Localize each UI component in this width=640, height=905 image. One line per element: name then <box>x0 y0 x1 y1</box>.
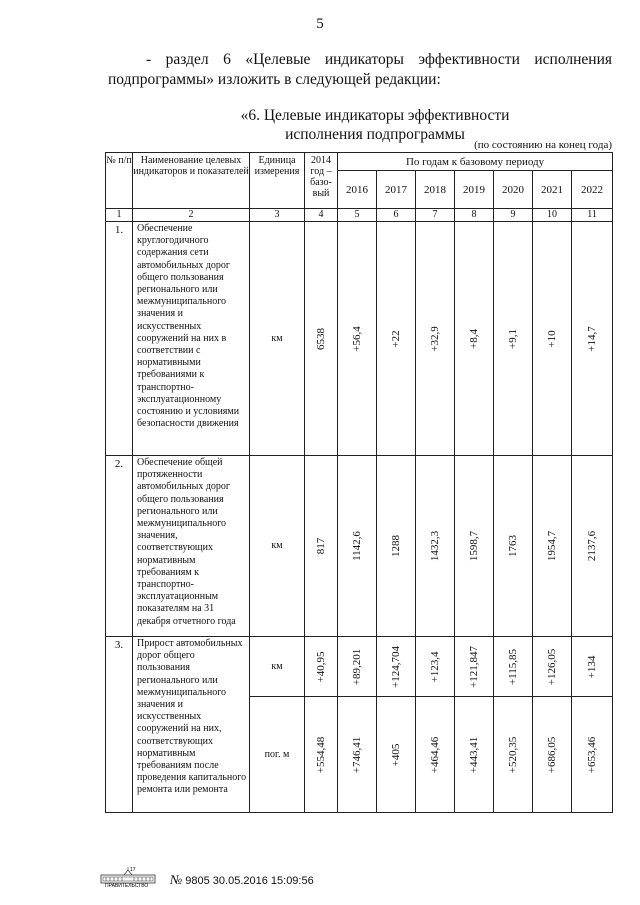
header-year: 2020 <box>494 171 533 209</box>
year-value: +464,46 <box>429 736 441 773</box>
unit-cell: пог. м <box>250 697 305 813</box>
row-number: 3. <box>106 637 133 813</box>
section-title-line2: исполнения подпрограммы <box>285 126 465 143</box>
stamp-label: ПРАВИТЕЛЬСТВО <box>105 883 149 888</box>
number-sign: № <box>170 872 183 887</box>
year-value-cell <box>377 456 416 637</box>
header-year: 2019 <box>455 171 494 209</box>
year-value-cell <box>533 222 572 456</box>
base-value-cell <box>305 222 338 456</box>
year-value-cell <box>455 637 494 697</box>
unit-cell: км <box>250 222 305 456</box>
year-value: 1598,7 <box>468 530 480 562</box>
page-number: 5 <box>316 16 324 32</box>
intro-text: - раздел 6 «Целевые индикаторы эффективности исполнения подпрограммы» изложить в следующей редакции: <box>108 51 612 88</box>
year-value: +443,41 <box>468 736 480 773</box>
year-value-cell <box>572 456 613 637</box>
header-year: 2016 <box>338 171 377 209</box>
stamp-number: 17 <box>130 867 136 873</box>
year-value: +22 <box>390 329 402 348</box>
unit-cell: км <box>250 456 305 637</box>
indicator-name: Прирост автомобильных дорог общего пользования регионального или межмуниципального значения и искусственных сооружений на них, соответствующих нормативным требованиям после проведения капитального ремонта или ремонта <box>133 637 250 813</box>
column-number: 6 <box>377 209 416 222</box>
column-number: 9 <box>494 209 533 222</box>
year-value: +686,05 <box>546 736 558 773</box>
header-row-1 <box>106 153 613 171</box>
year-value-cell <box>416 637 455 697</box>
column-number: 2 <box>133 209 250 222</box>
section-title-line1: «6. Целевые индикаторы эффективности <box>240 107 510 124</box>
year-value: +123,4 <box>429 651 441 682</box>
header-unit: Единица измерения <box>250 153 305 209</box>
header-name: Наименование целевых индикаторов и показателей <box>133 153 250 209</box>
indicator-name: Обеспечение общей протяженности автомобильных дорог общего пользования регионального или межмуниципального значения, соответствующих нормативным требованиям к транспортно-эксплуатационным показателям на 31 декабря отчетного года <box>133 456 250 637</box>
year-value: +89,201 <box>351 648 363 685</box>
government-stamp-icon <box>100 866 156 888</box>
year-value: +8,4 <box>468 328 480 349</box>
year-value-cell <box>533 456 572 637</box>
year-value: +520,35 <box>507 736 519 773</box>
year-value-cell <box>533 697 572 813</box>
header-period: По годам к базовому периоду <box>338 153 613 171</box>
year-value: 1763 <box>507 535 519 557</box>
year-value: +32,9 <box>429 325 441 352</box>
column-number: 3 <box>250 209 305 222</box>
column-number: 10 <box>533 209 572 222</box>
year-value: +746,41 <box>351 736 363 773</box>
year-value: +10 <box>546 329 558 348</box>
year-value: +134 <box>586 655 599 678</box>
header-base: 2014 год – базо-вый <box>305 153 338 209</box>
intro-paragraph <box>108 50 612 90</box>
year-value-cell <box>572 697 613 813</box>
year-value: +9,1 <box>507 328 519 349</box>
column-number: 8 <box>455 209 494 222</box>
year-value: 1432,3 <box>429 530 441 562</box>
year-value-cell <box>377 637 416 697</box>
header-year: 2021 <box>533 171 572 209</box>
registration-text: 9805 30.05.2016 15:09:56 <box>185 875 314 887</box>
year-value: 1288 <box>390 535 402 557</box>
year-value: +124,704 <box>390 645 402 688</box>
year-value: 1954,7 <box>546 530 558 562</box>
year-value-cell <box>572 637 613 697</box>
base-value-cell <box>305 697 338 813</box>
year-value-cell <box>338 637 377 697</box>
year-value-cell <box>494 697 533 813</box>
table-row <box>106 456 613 637</box>
row-number: 2. <box>106 456 133 637</box>
year-value-cell <box>494 456 533 637</box>
year-value-cell <box>455 456 494 637</box>
year-value-cell <box>494 637 533 697</box>
table-row <box>106 222 613 456</box>
base-value: 817 <box>315 537 327 555</box>
year-value-cell <box>416 222 455 456</box>
base-value: +554,48 <box>315 736 327 773</box>
header-year: 2017 <box>377 171 416 209</box>
year-value: +653,46 <box>586 736 599 773</box>
table-row <box>106 637 613 697</box>
state-note: (по состоянию на конец года) <box>474 139 612 151</box>
header-year: 2022 <box>572 171 613 209</box>
base-value-cell <box>305 637 338 697</box>
year-value-cell <box>455 697 494 813</box>
base-value: 6538 <box>315 327 327 350</box>
year-value-cell <box>338 222 377 456</box>
year-value-cell <box>494 222 533 456</box>
year-value-cell <box>377 222 416 456</box>
year-value: 2137,6 <box>586 530 599 562</box>
column-number: 1 <box>106 209 133 222</box>
year-value: +56,4 <box>351 325 363 352</box>
column-number: 11 <box>572 209 613 222</box>
year-value-cell <box>338 697 377 813</box>
column-number-row <box>106 209 613 222</box>
year-value-cell <box>533 637 572 697</box>
indicator-name: Обеспечение круглогодичного содержания сети автомобильных дорог общего пользования регионального или межмуниципального значения и искусственных сооружений на них в соответствии с нормативными требованиями к транспортно-эксплуатационному состоянию и условиями безопасности движения <box>133 222 250 456</box>
year-value-cell <box>338 456 377 637</box>
year-value: +115,85 <box>507 648 519 685</box>
unit-cell: км <box>250 637 305 697</box>
header-year: 2018 <box>416 171 455 209</box>
column-number: 7 <box>416 209 455 222</box>
year-value-cell <box>572 222 613 456</box>
year-value: +14,7 <box>586 325 599 352</box>
year-value-cell <box>377 697 416 813</box>
year-value-cell <box>455 222 494 456</box>
column-number: 5 <box>338 209 377 222</box>
header-num: № п/п <box>106 153 133 209</box>
column-number: 4 <box>305 209 338 222</box>
base-value-cell <box>305 456 338 637</box>
year-value: +121,847 <box>468 645 480 688</box>
year-value-cell <box>416 697 455 813</box>
year-value: +126,05 <box>546 648 558 685</box>
indicators-table <box>105 152 613 813</box>
base-value: +40,95 <box>315 651 327 682</box>
year-value: +405 <box>390 743 402 766</box>
year-value: 1142,6 <box>351 531 363 561</box>
row-number: 1. <box>106 222 133 456</box>
year-value-cell <box>416 456 455 637</box>
registration-info <box>170 872 314 888</box>
